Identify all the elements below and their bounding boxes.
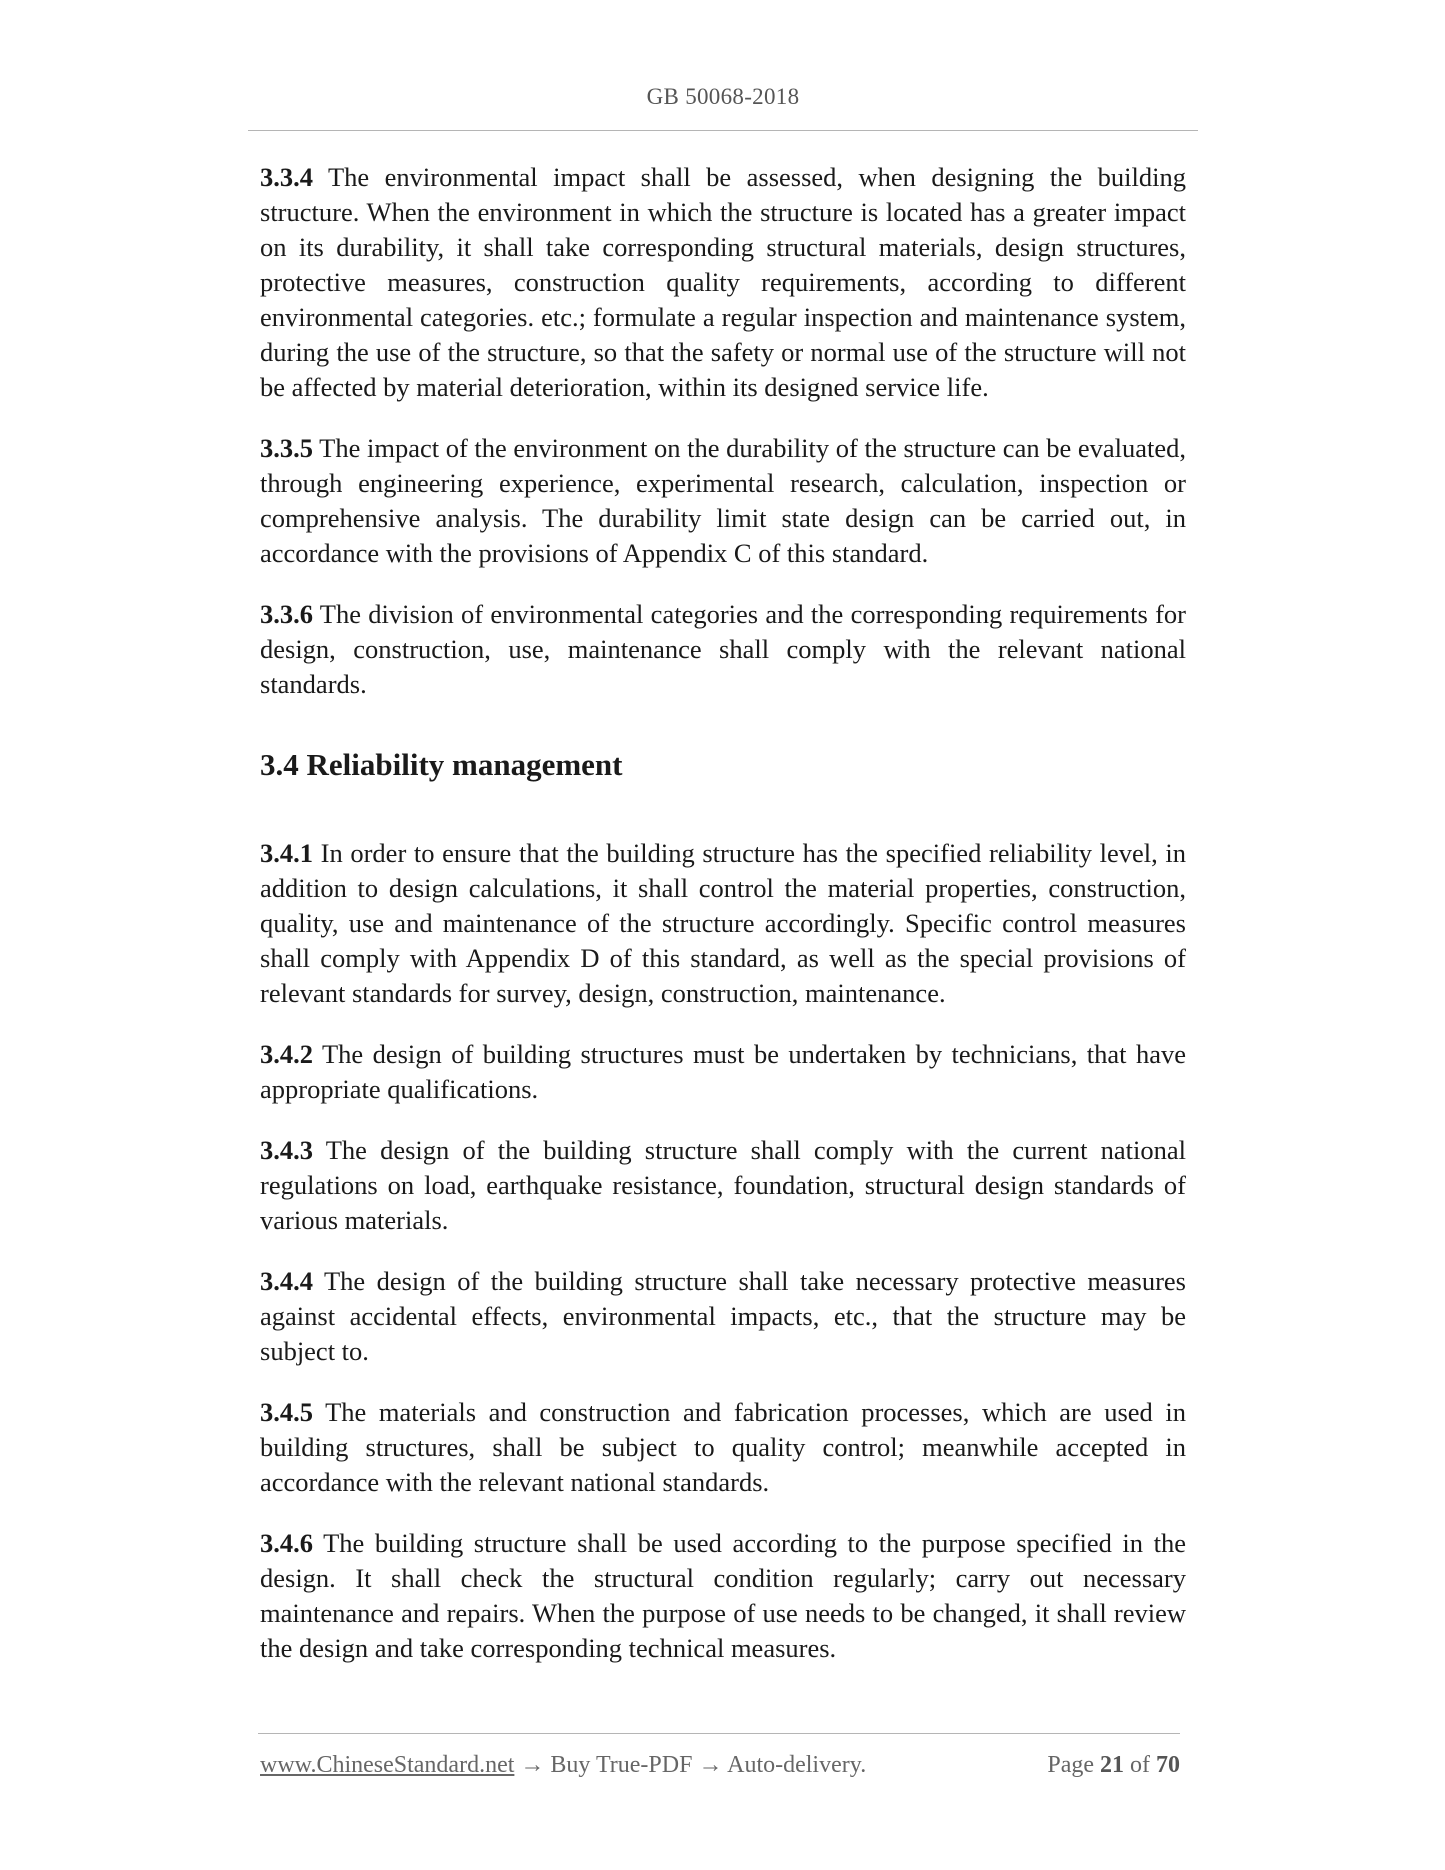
clause-text: The building structure shall be used according to the purpose specified in the design. It shall check the structural condition regularly; carry out necessary maintenance and repairs. When the purpose of use needs to be changed, it shall review the design and take corresponding technical measures. (260, 1528, 1186, 1663)
clause-number: 3.4.6 (260, 1528, 313, 1558)
clause-number: 3.3.4 (260, 162, 313, 192)
page-header-title: GB 50068-2018 (646, 84, 800, 109)
page-number-indicator (1047, 1752, 1180, 1779)
clause-3-3-6 (260, 597, 1186, 702)
footer-divider (258, 1733, 1180, 1734)
clause-3-3-5 (260, 431, 1186, 571)
clause-text: The design of building structures must be undertaken by technicians, that have appropriate qualifications. (260, 1039, 1186, 1104)
clause-3-4-1 (260, 836, 1186, 1011)
clause-number: 3.3.5 (260, 433, 313, 463)
clause-3-4-4 (260, 1264, 1186, 1369)
page-current: 21 (1100, 1752, 1124, 1778)
header-divider (248, 130, 1198, 131)
clause-3-4-5 (260, 1395, 1186, 1500)
clause-3-4-6 (260, 1526, 1186, 1666)
page-of-label: of (1130, 1752, 1150, 1778)
clause-number: 3.4.3 (260, 1135, 313, 1165)
clause-text: The design of the building structure shall comply with the current national regulations on load, earthquake resistance, foundation, structural design standards of various materials. (260, 1135, 1186, 1235)
clause-number: 3.3.6 (260, 599, 313, 629)
clause-number: 3.4.2 (260, 1039, 313, 1069)
clause-3-4-2 (260, 1037, 1186, 1107)
section-heading: 3.4 Reliability management (260, 747, 623, 782)
clause-text: The impact of the environment on the durability of the structure can be evaluated, through engineering experience, experimental research, calculation, inspection or comprehensive analysis. The durability limit state design can be carried out, in accordance with the provisions of Appendix C of this standard. (260, 433, 1186, 568)
clause-number: 3.4.1 (260, 838, 313, 868)
clause-text: In order to ensure that the building structure has the specified reliability level, in addition to design calculations, it shall control the material properties, construction, quality, use and maintenance of the structure accordingly. Specific control measures shall comply with Appendix D of this standard, as well as the special provisions of relevant standards for survey, design, construction, maintenance. (260, 838, 1186, 1008)
page-footer (260, 1752, 1180, 1779)
clause-number: 3.4.4 (260, 1266, 313, 1296)
page-label: Page (1047, 1752, 1094, 1778)
document-body (260, 160, 1186, 1692)
clause-3-4-3 (260, 1133, 1186, 1238)
clause-number: 3.4.5 (260, 1397, 313, 1427)
clause-text: The design of the building structure shall take necessary protective measures against accidental effects, environmental impacts, etc., that the structure may be subject to. (260, 1266, 1186, 1366)
clause-text: The environmental impact shall be assessed, when designing the building structure. When the environment in which the structure is located has a greater impact on its durability, it shall take corresponding structural materials, design structures, protective measures, construction quality requirements, according to different environmental categories. etc.; formulate a regular inspection and maintenance system, during the use of the structure, so that the safety or normal use of the structure will not be affected by material deterioration, within its designed service life. (260, 162, 1186, 402)
clause-3-3-4 (260, 160, 1186, 405)
clause-text: The materials and construction and fabrication processes, which are used in building structures, shall be subject to quality control; meanwhile accepted in accordance with the relevant national standards. (260, 1397, 1186, 1497)
page-total: 70 (1156, 1752, 1180, 1778)
website-link[interactable]: www.ChineseStandard.net (260, 1752, 515, 1778)
promo-text: → Buy True-PDF → Auto-delivery. (514, 1752, 867, 1778)
clause-text: The division of environmental categories and the corresponding requirements for design, construction, use, maintenance shall comply with the relevant national standards. (260, 599, 1186, 699)
